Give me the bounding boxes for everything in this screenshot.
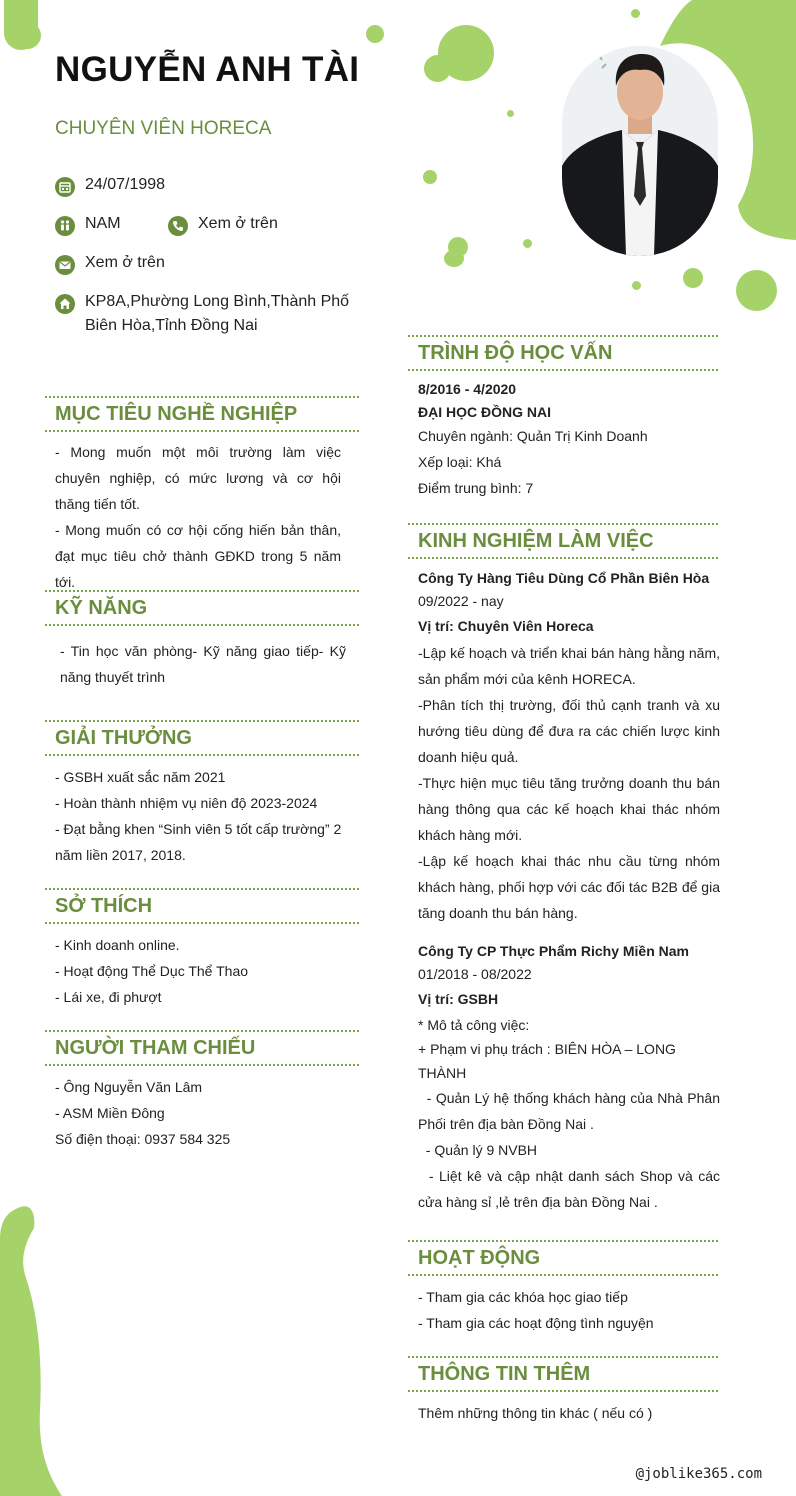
hobby-item: - Lái xe, đi phượt	[55, 989, 162, 1005]
job-title: CHUYÊN VIÊN HORECA	[55, 118, 272, 139]
gender-value: NAM	[85, 215, 121, 232]
decor-blob	[444, 250, 464, 267]
section-heading-skills: KỸ NĂNG	[45, 590, 359, 626]
phone-icon	[168, 216, 188, 236]
section-heading-hobbies: SỞ THÍCH	[45, 888, 359, 924]
decor-blob	[424, 55, 451, 82]
extra-text: Thêm những thông tin khác ( nếu có )	[418, 1405, 653, 1421]
email-value: Xem ở trên	[85, 254, 165, 271]
decor-blob	[366, 25, 384, 43]
decor-shape-bottom-left	[0, 1200, 70, 1496]
mail-icon	[55, 255, 75, 275]
career-goal-line: - Mong muốn một môi trường làm việc chuyên nghiệp, có mức lương và cơ hội thăng tiến tốt.	[55, 444, 341, 512]
job-detail: - Quản Lý hệ thống khách hàng của Nhà Phân Phối trên địa bàn Đồng Nai .	[418, 1090, 724, 1132]
home-icon	[55, 294, 75, 314]
reference-item: Số điện thoại: 0937 584 325	[55, 1131, 231, 1147]
job-position: Vị trí: GSBH	[418, 991, 499, 1007]
experience-job-2	[418, 939, 724, 1215]
education-major: Chuyên ngành: Quản Trị Kinh Doanh	[418, 428, 648, 444]
job-detail: - Liệt kê và cập nhật danh sách Shop và các cửa hàng sỉ ,lẻ trên địa bàn Đồng Nai .	[418, 1168, 724, 1210]
education-gpa: Điểm trung bình: 7	[418, 480, 534, 496]
birthday-value: 24/07/1998	[85, 176, 166, 193]
job-detail: -Phân tích thị trường, đối thủ cạnh tranh và xu hướng tiêu dùng để đưa ra các chiến lược kinh doanh hiệu quả.	[418, 697, 720, 765]
job-detail: -Thực hiện mục tiêu tăng trưởng doanh thu bán hàng thông qua các kế hoạch khai thác nhóm khách hàng mới.	[418, 775, 720, 843]
phone-row	[168, 215, 278, 235]
job-detail: -Lập kế hoạch và triển khai bán hàng hằng năm, sản phẩm mới của kênh HORECA.	[418, 645, 720, 687]
career-goal-text	[55, 439, 341, 595]
references-list	[55, 1074, 345, 1152]
education-school: ĐẠI HỌC ĐỒNG NAI	[418, 404, 551, 420]
awards-list	[55, 764, 345, 868]
job-detail: - Quản lý 9 NVBH	[418, 1142, 538, 1158]
section-heading-awards: GIẢI THƯỞNG	[45, 720, 359, 756]
skills-text: - Tin học văn phòng- Kỹ năng giao tiếp- Kỹ năng thuyết trình	[60, 643, 346, 685]
decor-blob	[736, 270, 777, 311]
job-company: Công Ty CP Thực Phẩm Richy Miền Nam	[418, 943, 689, 959]
gender-row	[55, 215, 121, 235]
section-heading-career-goal: MỤC TIÊU NGHỀ NGHIỆP	[45, 396, 359, 432]
section-heading-experience: KINH NGHIỆM LÀM VIỆC	[408, 523, 718, 559]
education-rank: Xếp loại: Khá	[418, 454, 502, 470]
calendar-icon	[55, 177, 75, 197]
decor-blob	[423, 170, 437, 184]
award-item: - Hoàn thành nhiệm vụ niên độ 2023-2024	[55, 795, 318, 811]
job-period: 01/2018 - 08/2022	[418, 966, 532, 982]
email-row	[55, 254, 165, 274]
section-heading-education: TRÌNH ĐỘ HỌC VẤN	[408, 335, 718, 371]
reference-item: - Ông Nguyễn Văn Lâm	[55, 1079, 203, 1095]
job-period: 09/2022 - nay	[418, 593, 504, 609]
experience-job-1	[418, 566, 720, 926]
award-item: - GSBH xuất sắc năm 2021	[55, 769, 226, 785]
section-heading-references: NGƯỜI THAM CHIẾU	[45, 1030, 359, 1066]
section-heading-activities: HOẠT ĐỘNG	[408, 1240, 718, 1276]
job-position: Vị trí: Chuyên Viên Horeca	[418, 618, 594, 634]
education-period: 8/2016 - 4/2020	[418, 381, 517, 397]
address-row	[55, 293, 355, 341]
job-detail: -Lập kế hoạch khai thác nhu cầu từng nhóm khách hàng, phối hợp với các đối tác B2B để gia tăng doanh thu bán hàng.	[418, 853, 720, 921]
activity-item: - Tham gia các hoạt động tình nguyện	[418, 1315, 654, 1331]
candidate-name: NGUYỄN ANH TÀI	[55, 50, 360, 89]
hobby-item: - Kinh doanh online.	[55, 937, 180, 953]
activities-list	[418, 1284, 718, 1336]
job-detail: * Mô tả công việc:	[418, 1017, 530, 1033]
address-value: KP8A,Phường Long Bình,Thành Phố Biên Hòa,Tỉnh Đồng Nai	[85, 293, 350, 334]
decor-blob	[507, 110, 514, 117]
section-heading-extra: THÔNG TIN THÊM	[408, 1356, 718, 1392]
decor-blob	[523, 239, 532, 248]
profile-photo	[562, 46, 718, 256]
activity-item: - Tham gia các khóa học giao tiếp	[418, 1289, 628, 1305]
reference-item: - ASM Miền Đông	[55, 1105, 165, 1121]
job-company: Công Ty Hàng Tiêu Dùng Cổ Phần Biên Hòa	[418, 570, 710, 586]
decor-blob	[683, 268, 703, 288]
watermark: @joblike365.com	[635, 1466, 762, 1482]
birthday-row	[55, 176, 165, 196]
gender-icon	[55, 216, 75, 236]
job-detail: + Phạm vi phụ trách : BIÊN HÒA – LONG THÀNH	[418, 1041, 676, 1081]
decor-blob	[631, 9, 640, 18]
hobbies-list	[55, 932, 345, 1010]
decor-blob	[14, 22, 41, 49]
phone-value: Xem ở trên	[198, 215, 278, 232]
award-item: - Đạt bằng khen “Sinh viên 5 tốt cấp trường” 2 năm liền 2017, 2018.	[55, 821, 342, 863]
education-block	[418, 377, 718, 501]
career-goal-line: - Mong muốn có cơ hội cống hiến bản thân, đạt mục tiêu chở thành GĐKD trong 5 năm tới.	[55, 522, 341, 590]
decor-blob	[632, 281, 641, 290]
hobby-item: - Hoạt động Thể Dục Thể Thao	[55, 963, 249, 979]
